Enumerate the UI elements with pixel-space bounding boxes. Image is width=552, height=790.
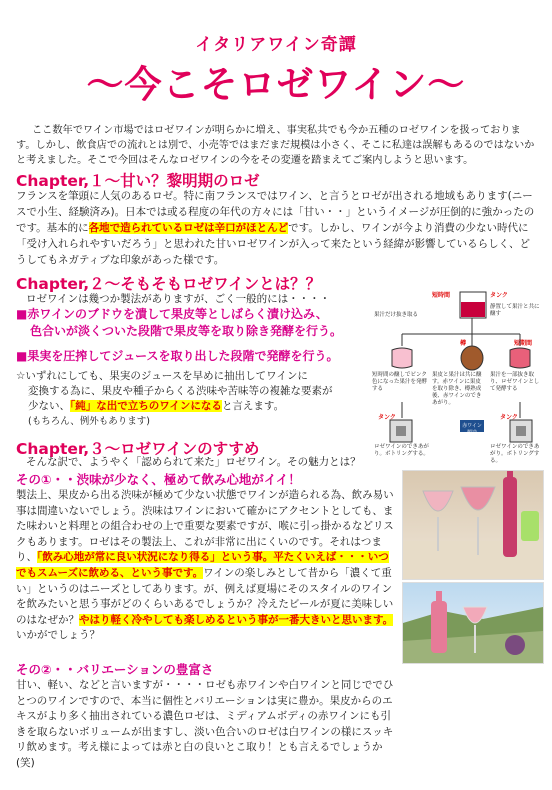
wine-glass-photo [402, 470, 544, 580]
bottom-left-tank-detail [396, 426, 406, 436]
note-line-3a: 少ない、 [28, 400, 70, 412]
chapter-1-heading: Chapter,１～甘い？黎明期のロゼ [16, 172, 260, 190]
page-title: ～今こそロゼワイン～ [86, 63, 466, 106]
bottom-right-tank-detail [516, 426, 526, 436]
right-jar-icon [510, 348, 530, 368]
winemaking-diagram [372, 290, 544, 465]
diag-barrel: 樽 [460, 340, 467, 347]
vineyard-photo [402, 582, 544, 664]
chapter-3-heading: Chapter,３～ロゼワインのすすめ [16, 440, 260, 458]
point-1-text: 製法上、果皮から出る渋味が極めて少ない状態でワインが造られる為、飲み易い事は間違いないでしょう。渋味はワインにおいて確かにアクセントとしても、また味わいと料理との組合わせの上で重要な要素ですが、喉に引っ掛かるなどリスクもあります。ロゼはその製法上、これが非常に出にくいのです。それはつまり、 [16, 489, 394, 564]
diag-red-wine: 赤ワイン製造 [462, 423, 482, 436]
note-line-3b: と言えます。 [221, 400, 285, 412]
diag-bottle-left: ロゼワインのできあがり。ボトリングする。 [374, 444, 429, 457]
point-1-tail: いかがでしょう？ [16, 629, 100, 642]
chapter-2-heading: Chapter,２～そもそもロゼワインとは？？ [16, 275, 322, 293]
method-list [16, 306, 376, 365]
chapter-1-text: フランスを筆頭に人気のあるロゼ。特に南フランスではワイン、と言うとロゼが出される地域もあります(ニースで小生、経験済み)。日本では或る程度の年代の方々には「甘い・・」というイメージが圧倒的に強かったのです。基本的に [16, 190, 535, 234]
wine-glass-illustration [403, 471, 543, 579]
chapter-1-body [16, 188, 540, 268]
diag-mid-desc: 果皮と果汁は共に醸す。赤ワインに果皮を取り除き、樽熟成後、赤ワインのできあがり。 [432, 372, 482, 406]
diag-tank-right: タンク [500, 414, 518, 421]
chapter-1-text-tail: です。しかし、ワインが今より消費の少ない時代に「受け入れられやすいだろう」と思われた甘いロゼワインが入って来たという経緯が影響しているらしく、どうしてもネガティブな印象があった様です。 [16, 222, 530, 266]
diag-short-time: 短時間 [432, 292, 451, 299]
top-tank-fill [461, 302, 485, 317]
diag-static: 静置して果汁と共に醸す [490, 304, 540, 317]
note-line-1: ☆いずれにしても、果実のジュースを早めに抽出してワインに [16, 370, 308, 382]
diag-right-desc: 果汁を一部抜き取り、ロゼワインとして発酵する [490, 372, 540, 392]
left-jar-icon [392, 348, 412, 368]
kicker-title: イタリアワイン奇譚 [195, 35, 357, 55]
method-1-line-1: ■赤ワインのブドウを潰して果皮等としばらく漬け込み、 [16, 307, 328, 321]
vineyard-illustration [403, 583, 543, 663]
diag-long: 短期間 [514, 340, 533, 347]
diag-left-desc: 短時間の醸しでピンク色になった果汁を発酵する [372, 372, 428, 392]
point-1-heading: その①・・渋味が少なく、極めて飲み心地がイイ！ [16, 472, 301, 487]
point-1-highlight: 「飲み心地が常に良い状況になり得る」という事。平たくいえば・・・いつでもスムーズに飲める、という事です。 [16, 551, 389, 579]
chapter-2-note [16, 369, 366, 429]
note-line-2: 変換する為に、果皮や種子からくる渋味や苦味等の複雑な要素が [28, 385, 333, 397]
diag-tank-left: タンク [378, 414, 396, 421]
diag-bottle-right: ロゼワインのできあがり。ボトリングする。 [490, 444, 540, 464]
chapter-2-lead: ロゼワインは幾つか製法がありますが、ごく一般的には・・・・ [26, 293, 331, 305]
diag-juice: 果汁だけ抜き取る [374, 312, 419, 318]
note-line-4: (もちろん、例外もあります) [28, 416, 150, 427]
intro-paragraph: ここ数年でワイン市場ではロゼワインが明らかに増え、事実私共でも今か五種のロゼワインを扱っております。しかし、飲食店での流れとは別で、小売等ではまだまだ規模は小さく、そこに私達は誤解もあるのではないかと考えました。そこで今回はそんなロゼワインの今をその変遷を踏まえてご案内しようと思います。 [16, 125, 535, 166]
point-1-red: やはり軽く冷やしても楽しめるという事が一番大きいと思います。 [79, 613, 394, 626]
diag-tank-top: タンク [490, 292, 508, 299]
point-1-body [16, 488, 394, 644]
method-1-line-2: 色合いが淡くついた段階で果皮等を取り除き発酵を行う。 [30, 324, 343, 338]
note-highlight: 「純」な出で立ちのワインになる [70, 400, 222, 412]
barrel-icon [461, 346, 483, 370]
point-2-body: 甘い、軽い、などと言いますが・・・・ロゼも赤ワインや白ワインと同じででひとつのワインですので、本当に個性とバリエーションは実に豊か。果皮からのエキスがより多く抽出されている濃色ロゼは、ミディアムボディの赤ワインにも引きを取らないボリュームが出ますし、淡い色合いのロゼは白ワインの様にスッキリ飲めます。考え様によっては赤と白の良いとこ取り！とも言えるでしょうか(笑) [16, 679, 394, 769]
method-2: ■果実を圧搾してジュースを取り出した段階で発酵を行う。 [16, 349, 339, 363]
point-1-text-2: ワインの楽しみとして昔から「濃くて重い」というのはニーズとしてあります。が、例えば夏場にそのスタイルのワインを飲みたいと思う事がどのくらいあるでしょうか？冷えたビールが夏に美味しいのはなぜか？ [16, 566, 394, 626]
chapter-3-lead: そんな訳で、ようやく「認められて来た」ロゼワイン。その魅力とは？ [26, 456, 361, 468]
chapter-1-highlight: 各地で造られているロゼは辛口がほとんど [88, 222, 289, 234]
point-2-heading: その②・・バリエーションの豊富さ [16, 662, 214, 677]
